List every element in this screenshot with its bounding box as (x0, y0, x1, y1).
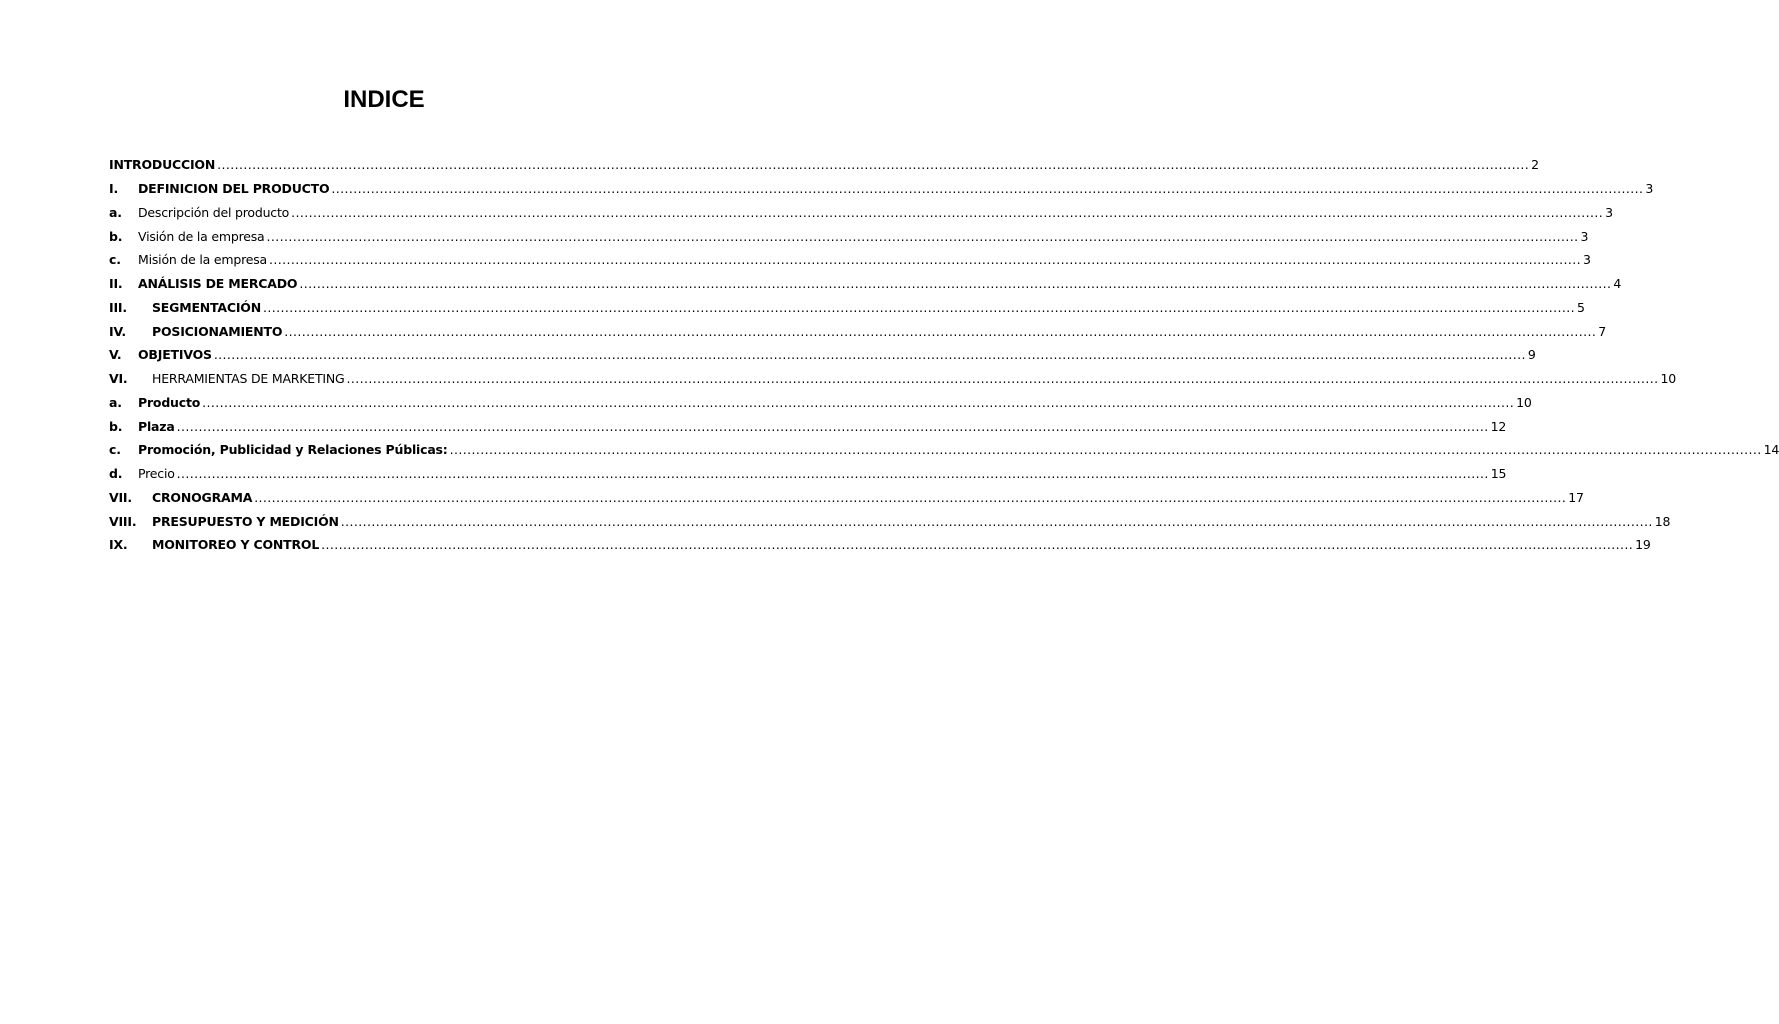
toc-leader-dots: ............................................................................................................................................................................................................................................................................................................ (217, 157, 1530, 173)
toc-entry-page: 18 (1654, 513, 1671, 529)
toc-entry-page: 14 (1763, 442, 1779, 458)
toc-entry[interactable] (109, 248, 1591, 272)
toc-leader-dots: ............................................................................................................................................................................................................................................................................................................ (449, 442, 1762, 458)
toc-entry-label: OBJETIVOS (138, 347, 212, 363)
toc-entry[interactable] (109, 201, 1613, 225)
toc-leader-dots: ............................................................................................................................................................................................................................................................................................................ (346, 371, 1659, 387)
toc-leader-dots: ............................................................................................................................................................................................................................................................................................................ (269, 252, 1582, 268)
toc-entry-label: Promoción, Publicidad y Relaciones Públicas: (138, 442, 448, 458)
toc-entry-page: 15 (1490, 466, 1507, 482)
toc-entry-page: 3 (1605, 204, 1613, 220)
toc-entry-label: DEFINICION DEL PRODUCTO (138, 181, 330, 197)
toc-entry[interactable] (109, 153, 1539, 177)
toc-leader-dots: ............................................................................................................................................................................................................................................................................................................ (284, 323, 1597, 339)
toc-entry[interactable] (109, 462, 1507, 486)
toc-entry-label: ANÁLISIS DE MERCADO (138, 276, 298, 292)
toc-entry-number: VII. (109, 489, 132, 505)
toc-entry-label: Descripción del producto (138, 204, 290, 220)
toc-leader-dots: ............................................................................................................................................................................................................................................................................................................ (299, 276, 1612, 292)
toc-entry-label: HERRAMIENTAS DE MARKETING (152, 371, 345, 387)
toc-entry-label: Misión de la empresa (138, 252, 268, 268)
toc-entry-number: V. (109, 347, 122, 363)
toc-entry-label: POSICIONAMIENTO (152, 323, 283, 339)
toc-entry-page: 2 (1531, 157, 1539, 173)
toc-leader-dots: ............................................................................................................................................................................................................................................................................................................ (262, 299, 1575, 315)
toc-entry[interactable] (109, 224, 1589, 248)
toc-entry[interactable] (109, 177, 1654, 201)
toc-entry-number: II. (109, 276, 123, 292)
toc-entry[interactable] (109, 319, 1607, 343)
toc-entry-page: 5 (1577, 299, 1585, 315)
toc-entry-number: a. (109, 394, 122, 410)
toc-entry[interactable] (109, 272, 1622, 296)
toc-entry-number: VI. (109, 371, 128, 387)
toc-entry-number: b. (109, 228, 123, 244)
toc-entry[interactable] (109, 509, 1671, 533)
toc-entry-page: 12 (1490, 418, 1507, 434)
toc-leader-dots: ............................................................................................................................................................................................................................................................................................................ (213, 347, 1526, 363)
toc-entry-label: INTRODUCCION (109, 157, 216, 173)
toc-leader-dots: ............................................................................................................................................................................................................................................................................................................ (202, 394, 1515, 410)
toc-entry-number: b. (109, 418, 123, 434)
page-title: INDICE (343, 86, 425, 113)
toc-entry-number: VIII. (109, 513, 137, 529)
toc-leader-dots: ............................................................................................................................................................................................................................................................................................................ (266, 228, 1579, 244)
toc-entry-label: Plaza (138, 418, 175, 434)
toc-entry-number: III. (109, 299, 127, 315)
toc-entry-page: 4 (1613, 276, 1622, 292)
toc-entry[interactable] (109, 296, 1585, 320)
toc-entry-label: Visión de la empresa (138, 228, 265, 244)
toc-entry[interactable] (109, 343, 1536, 367)
toc-entry-page: 3 (1580, 228, 1589, 244)
toc-entry-label: Precio (138, 466, 175, 482)
toc-entry-label: Producto (138, 394, 201, 410)
toc-entry[interactable] (109, 414, 1507, 438)
toc-leader-dots: ............................................................................................................................................................................................................................................................................................................ (340, 513, 1653, 529)
toc-leader-dots: ............................................................................................................................................................................................................................................................................................................ (321, 537, 1634, 553)
toc-entry-page: 17 (1568, 489, 1584, 505)
toc-leader-dots: ............................................................................................................................................................................................................................................................................................................ (331, 181, 1644, 197)
toc-entry-page: 19 (1635, 537, 1651, 553)
toc-entry-number: c. (109, 442, 121, 458)
toc-entry-label: SEGMENTACIÓN (152, 299, 261, 315)
toc-leader-dots: ............................................................................................................................................................................................................................................................................................................ (176, 466, 1489, 482)
toc-entry[interactable] (109, 533, 1651, 557)
toc-entry-page: 9 (1527, 347, 1536, 363)
toc-entry-number: a. (109, 204, 122, 220)
toc-entry-label: MONITOREO Y CONTROL (152, 537, 320, 553)
toc-entry-number: c. (109, 252, 121, 268)
toc-entry-page: 3 (1645, 181, 1654, 197)
toc-entry-number: I. (109, 181, 118, 197)
toc-entry[interactable] (109, 391, 1532, 415)
toc-entry[interactable] (109, 438, 1779, 462)
toc-entry-page: 10 (1516, 394, 1532, 410)
toc-entry-number: d. (109, 466, 123, 482)
toc-entry-number: IX. (109, 537, 128, 553)
toc-entry[interactable] (109, 367, 1677, 391)
toc-leader-dots: ............................................................................................................................................................................................................................................................................................................ (176, 418, 1489, 434)
toc-entry-label: PRESUPUESTO Y MEDICIÓN (152, 513, 339, 529)
toc-entry-number: IV. (109, 323, 126, 339)
toc-leader-dots: ............................................................................................................................................................................................................................................................................................................ (254, 489, 1567, 505)
toc-leader-dots: ............................................................................................................................................................................................................................................................................................................ (291, 204, 1604, 220)
toc-entry-label: CRONOGRAMA (152, 489, 253, 505)
table-of-contents (109, 153, 1779, 557)
toc-entry-page: 10 (1660, 371, 1677, 387)
toc-entry[interactable] (109, 486, 1584, 510)
toc-entry-page: 3 (1583, 252, 1591, 268)
toc-entry-page: 7 (1598, 323, 1607, 339)
